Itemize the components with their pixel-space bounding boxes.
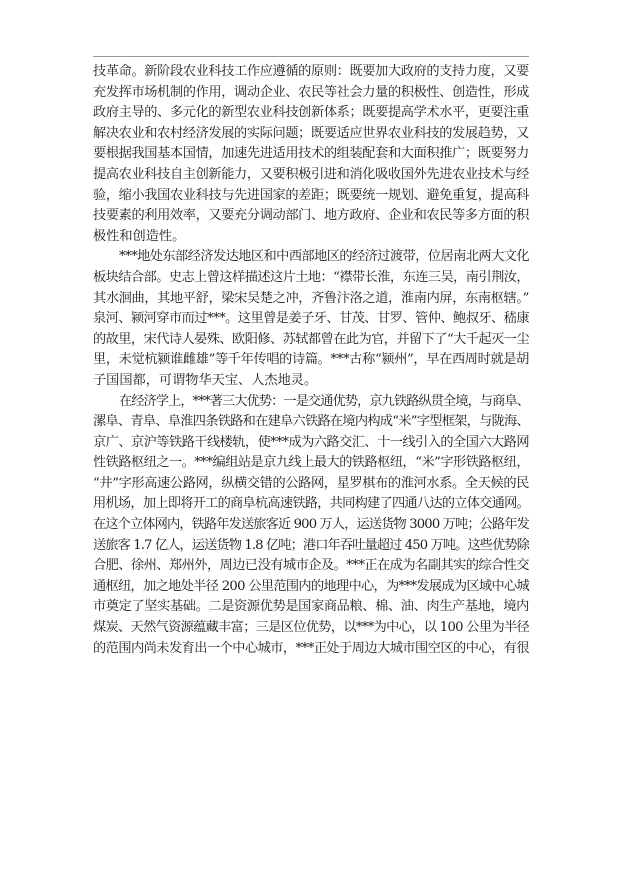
text-line: 技要素的利用效率，又要充分调动部门、地方政府、企业和农民等多方面的积 — [93, 208, 529, 224]
paragraph-3 — [93, 392, 529, 660]
text-line: 验，缩小我国农业科技与先进国家的差距；既要统一规划、避免重复，提高科 — [93, 187, 529, 203]
text-line: 泉河、颍河穿市而过***。这里曾是姜子牙、甘茂、甘罗、管仲、鲍叔牙、嵇康 — [93, 311, 529, 327]
text-line: 解决农业和农村经济发展的实际问题；既要适应世界农业科技的发展趋势，又 — [93, 125, 529, 141]
text-line: 政府主导的、多元化的新型农业科技创新体系；既要提高学术水平，更要注重 — [93, 105, 529, 121]
text-line: 送旅客 1.7 亿人，运送货物 1.8 亿吨；港口年吞吐量超过 450 万吨。这些优势除 — [93, 537, 529, 553]
text-line: 在这个立体网内，铁路年发送旅客近 900 万人，运送货物 3000 万吨；公路年发 — [93, 517, 529, 533]
text-line: 通枢纽，加之地处半径 200 公里范围内的地理中心，为***发展成为区域中心城 — [93, 578, 529, 594]
text-line: 其水洄曲，其地平舒，梁宋吴楚之冲，齐鲁汴洛之道，淮南内屏，东南枢辖。” — [93, 290, 529, 306]
text-line: 合肥、徐州、郑州外，周边已没有城市企及。***正在成为名副其实的综合性交 — [93, 558, 529, 574]
text-line: 充发挥市场机制的作用，调动企业、农民等社会力量的积极性、创造性，形成 — [93, 84, 529, 100]
text-line: 技革命。新阶段农业科技工作应遵循的原则：既要加大政府的支持力度，又要 — [93, 64, 529, 79]
text-line: 用机场，加上即将开工的商阜杭高速铁路，共同构建了四通八达的立体交通网。 — [93, 496, 529, 512]
document-body — [93, 62, 529, 659]
paragraph-1 — [93, 62, 529, 247]
text-line: 京广、京沪等铁路干线楼轨，使***成为六路交汇、十一线引入的全国六大路网 — [93, 434, 529, 450]
text-line: “井”字形高速公路网，纵横交错的公路网，星罗棋布的淮河水系。全天候的民 — [93, 475, 529, 491]
text-line: ***地处东部经济发达地区和中西部地区的经济过渡带，位居南北两大文化 — [119, 249, 529, 265]
header-rule — [93, 56, 529, 57]
text-line: 板块结合部。史志上曾这样描述这片土地：“襟带长淮，东连三吴，南引荆汝， — [93, 269, 529, 285]
text-line: 要根据我国基本国情，加速先进适用技术的组装配套和大面积推广；既要努力 — [93, 146, 529, 162]
text-line: 漯阜、青阜、阜淮四条铁路和在建阜六铁路在境内构成“米”字型框架，与陇海、 — [93, 414, 529, 430]
text-line: 极性和创造性。 — [93, 228, 186, 244]
text-line: 市奠定了坚实基础。二是资源优势是国家商品粮、棉、油、肉生产基地，境内 — [93, 599, 529, 615]
text-line: 性铁路枢纽之一。***编组站是京九线上最大的铁路枢纽，“米”字形铁路枢纽， — [93, 455, 529, 471]
text-line: 在经济学上，***著三大优势：一是交通优势，京九铁路纵贯全境，与商阜、 — [119, 393, 529, 409]
text-line: 煤炭、天然气资源蕴藏丰富；三是区位优势，以***为中心，以 100 公里为半径 — [93, 620, 529, 636]
text-line: 里，未觉杭颍谁雌雄”等千年传唱的诗篇。***古称“颍州”，早在西周时就是胡 — [93, 352, 529, 368]
text-line: 的范围内尚未发育出一个中心城市，***正处于周边大城市围空区的中心，有很 — [93, 640, 529, 656]
text-line: 提高农业科技自主创新能力，又要积极引进和消化吸收国外先进农业技术与经 — [93, 166, 529, 182]
text-line: 的故里，宋代诗人晏殊、欧阳修、苏轼都曾在此为官，并留下了“大千起灭一尘 — [93, 331, 529, 347]
text-line: 子国国都，可谓物华天宝、人杰地灵。 — [93, 372, 318, 388]
paragraph-2 — [93, 247, 529, 391]
